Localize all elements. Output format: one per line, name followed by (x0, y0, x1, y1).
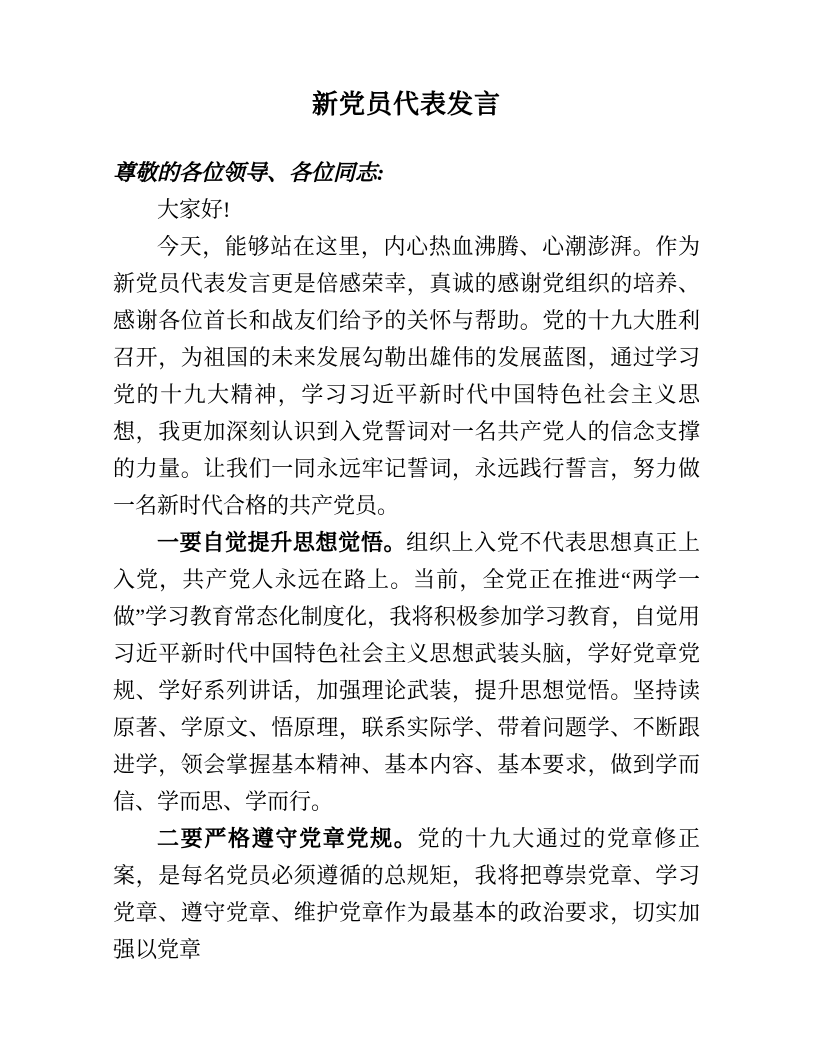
paragraph-section-one (113, 524, 700, 820)
greeting-line: 大家好! (157, 197, 231, 222)
paragraph-intro (113, 228, 700, 524)
salutation-line: 尊敬的各位领导、各位同志: (113, 160, 385, 185)
paragraph-text: 今天，能够站在这里，内心热血沸腾、心潮澎湃。作为新党员代表发言更是倍感荣幸，真诚的感谢党组织的培养、感谢各位首长和战友们给予的关怀与帮助。党的十九大胜利召开，为祖国的未来发展勾勒出雄伟的发展蓝图，通过学习党的十九大精神，学习习近平新时代中国特色社会主义思想，我更加深刻认识到入党誓词对一名共产党人的信念支撑的力量。让我们一同永远牢记誓词，永远践行誓言，努力做一名新时代合格的共产党员。 (113, 234, 700, 518)
paragraph-section-two (113, 820, 700, 968)
document-title: 新党员代表发言 (311, 90, 501, 119)
section-two-lead: 二要严格遵守党章党规。 (157, 826, 418, 851)
paragraph-text: 组织上入党不代表思想真正上入党，共产党人永远在路上。当前，全党正在推进“两学一做”学习教育常态化制度化，我将积极参加学习教育，自觉用习近平新时代中国特色社会主义思想武装头脑，学好党章党规、学好系列讲话，加强理论武装，提升思想觉悟。坚持读原著、学原文、悟原理，联系实际学、带着问题学、不断跟进学，领会掌握基本精神、基本内容、基本要求，做到学而信、学而思、学而行。 (113, 530, 700, 814)
section-one-lead: 一要自觉提升思想觉悟。 (157, 530, 407, 555)
paragraph-text: 党的十九大通过的党章修正案，是每名党员必须遵循的总规矩，我将把尊崇党章、学习党章、遵守党章、维护党章作为最基本的政治要求，切实加强以党章 (113, 826, 700, 962)
